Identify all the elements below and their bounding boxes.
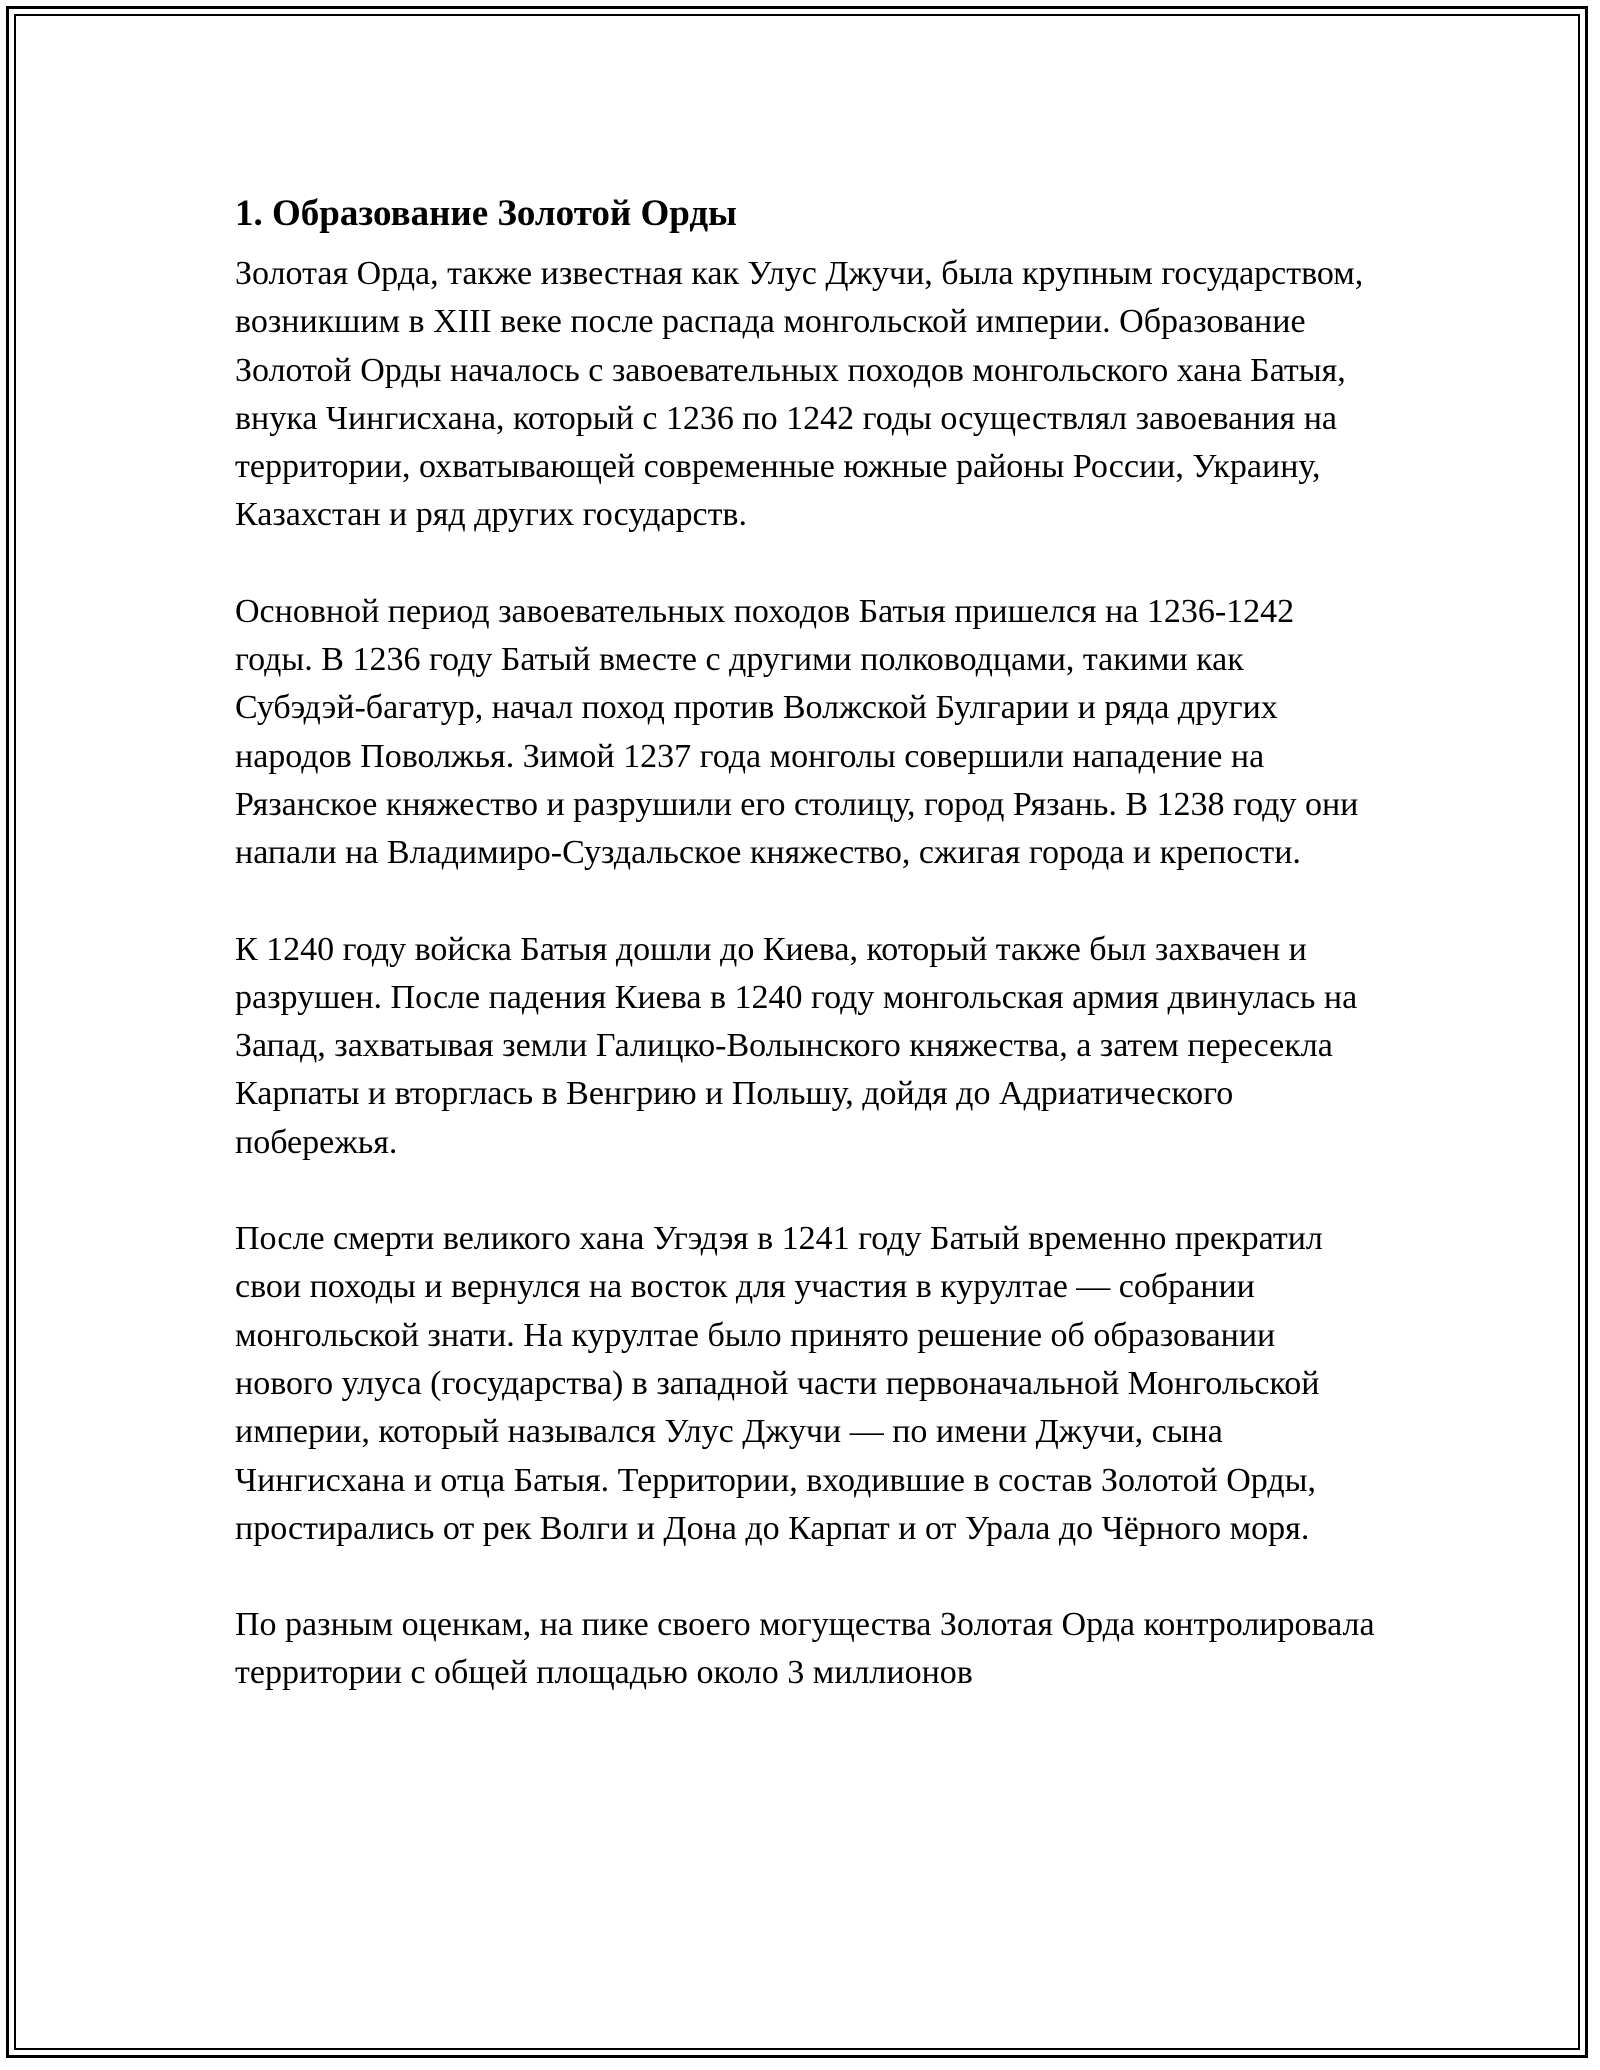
- section-heading: 1. Образование Золотой Орды: [235, 193, 737, 234]
- paragraph-4: После смерти великого хана Угэдэя в 1241 году Батый временно прекратил свои походы и вернулся на восток для участия в курултае — собрании монгольской знати. На курултае было принято решение об образовании нового улуса (государства) в западной части первоначальной Монгольской империи, который назывался Улус Джучи — по имени Джучи, сына Чингисхана и отца Батыя. Территории, входившие в состав Золотой Орды, простирались от рек Волги и Дона до Карпат и от Урала до Чёрного моря.: [235, 1220, 1323, 1547]
- document-body: [235, 184, 1375, 1746]
- paragraph-5: По разным оценкам, на пике своего могущества Золотая Орда контролировала территории с общей площадью около 3 миллионов: [235, 1606, 1375, 1692]
- paragraph-1: Золотая Орда, также известная как Улус Джучи, была крупным государством, возникшим в XIII веке после распада монгольской империи. Образование Золотой Орды началось с завоевательных походов монгольского хана Батыя, внука Чингисхана, который с 1236 по 1242 годы осуществлял завоевания на территории, охватывающей современные южные районы России, Украину, Казахстан и ряд других государств.: [235, 255, 1364, 534]
- paragraph-2: Основной период завоевательных походов Батыя пришелся на 1236-1242 годы. В 1236 году Батый вместе с другими полководцами, такими как Субэдэй-багатур, начал поход против Волжской Булгарии и ряда других народов Поволжья. Зимой 1237 года монголы совершили нападение на Рязанское княжество и разрушили его столицу, город Рязань. В 1238 году они напали на Владимиро-Суздальское княжество, сжигая города и крепости.: [235, 592, 1359, 872]
- paragraph-3: К 1240 году войска Батыя дошли до Киева, который также был захвачен и разрушен. После падения Киева в 1240 году монгольская армия двинулась на Запад, захватывая земли Галицко-Волынского княжества, а затем пересекла Карпаты и вторглась в Венгрию и Польшу, дойдя до Адриатического побережья.: [235, 930, 1358, 1161]
